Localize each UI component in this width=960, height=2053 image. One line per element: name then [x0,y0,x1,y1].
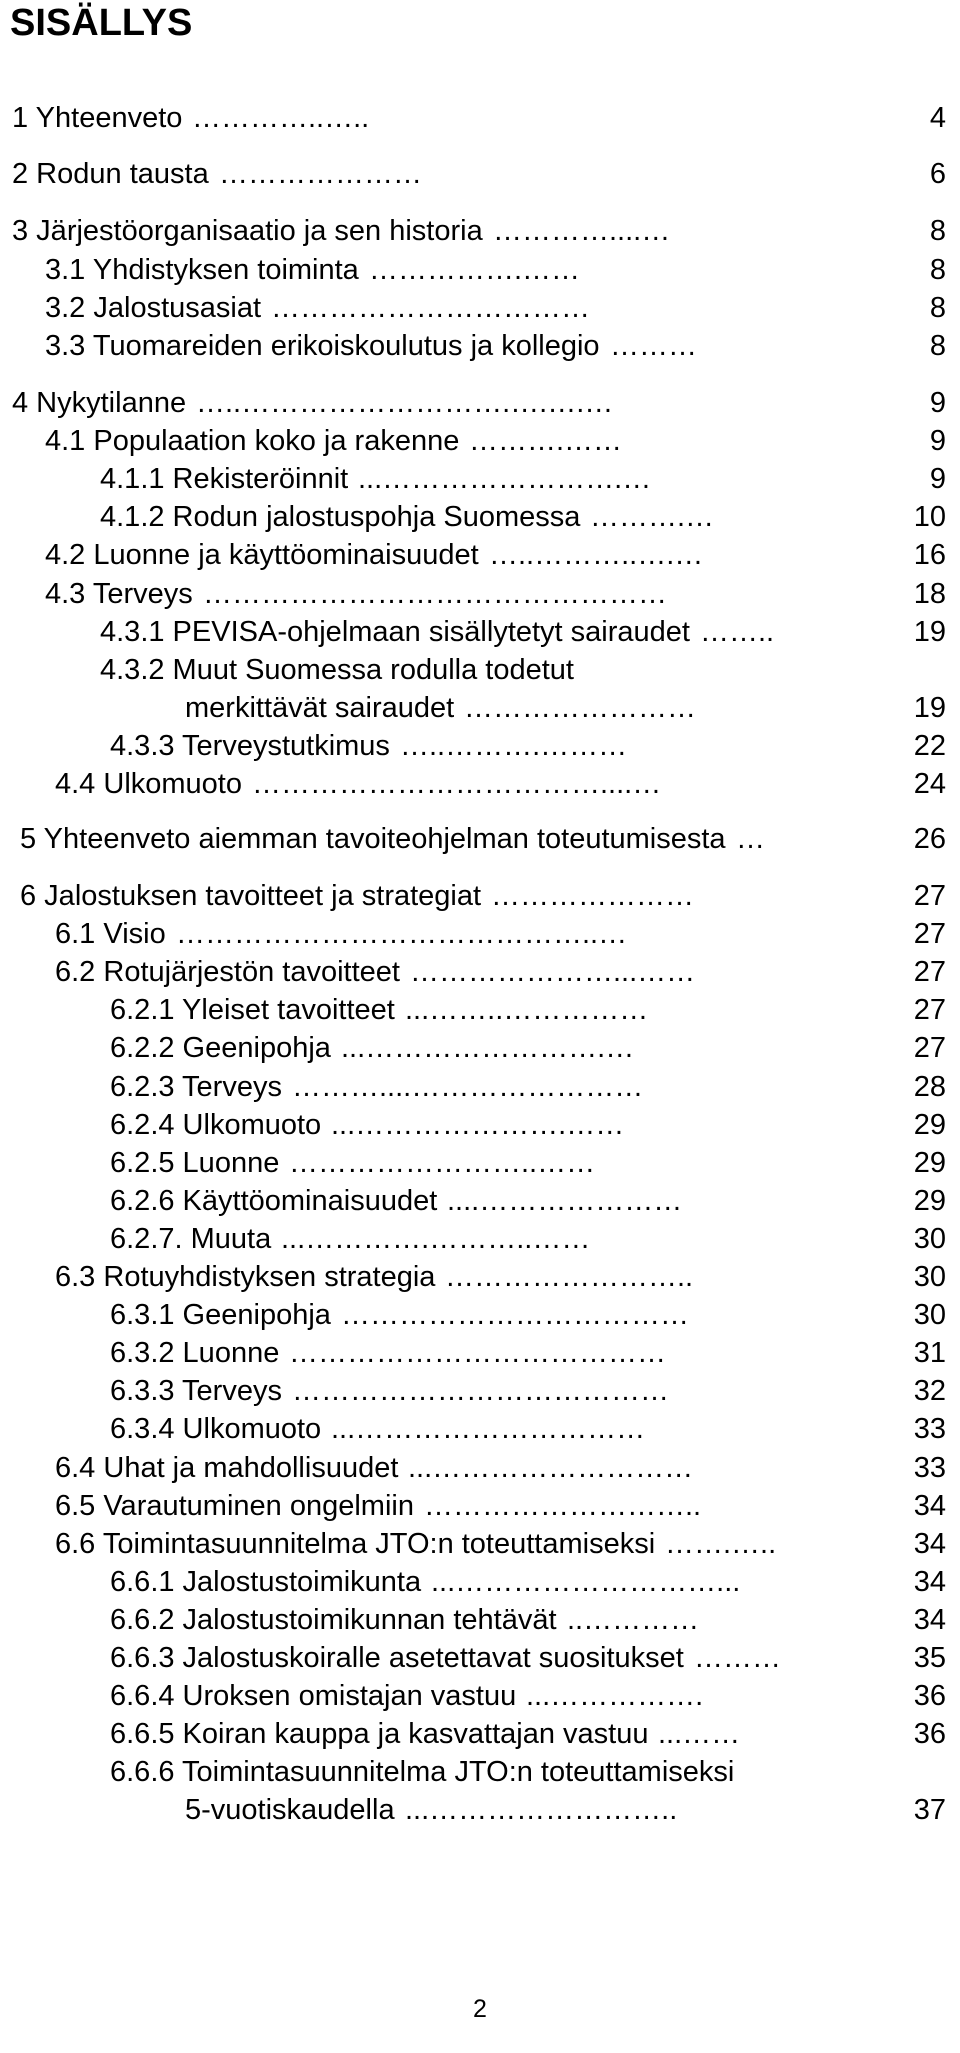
toc-entry-page: 19 [913,692,946,724]
toc-entry-page: 24 [913,768,946,800]
toc-entry-leader: …………..….. [192,102,370,134]
toc-entry-label: 6.3.3 Terveys [110,1375,282,1407]
toc-entry-leader: …..……………………….….….… [196,387,614,419]
toc-entry-label: 3.2 Jalostusasiat [45,292,262,324]
toc-entry-leader: ...………….………..…… [281,1223,591,1255]
toc-entry [0,535,960,575]
toc-entry-leader: ...…… [658,1718,741,1750]
toc-entry-page: 22 [913,730,946,762]
toc-entry [0,1600,960,1640]
toc-entry-label: 6.6.4 Uroksen omistajan vastuu [110,1680,517,1712]
toc-entry [0,1790,960,1830]
toc-entry-page: 34 [913,1490,946,1522]
toc-entry-label: 4.4 Ulkomuoto [55,768,242,800]
toc-entry-page: 10 [913,501,946,533]
toc-entry-page: 36 [913,1680,946,1712]
toc-entry-label: 4.3.1 PEVISA-ohjelmaan sisällytetyt sairaudet [100,616,690,648]
toc-entry [0,1409,960,1449]
toc-entry-leader: ………………… [219,158,422,190]
toc-entry [0,1676,960,1716]
toc-entry-leader: …………………….. [445,1261,694,1293]
toc-entry-leader: ………………………………....… [252,768,662,800]
toc-entry [0,1333,960,1373]
toc-entry-leader: ...……………. [526,1680,704,1712]
toc-entry-label: 6.6.1 Jalostustoimikunta [110,1566,422,1598]
toc-entry-leader: ...…………………….. [405,1794,678,1826]
toc-entry-page: 29 [913,1109,946,1141]
toc-entry-page: 19 [913,616,946,648]
toc-entry-leader: ...……..…………… [405,994,649,1026]
toc-entry-page: 33 [913,1413,946,1445]
toc-entry [0,1524,960,1564]
toc-entry-leader: … [736,823,765,855]
toc-entry [0,211,960,251]
toc-entry-leader: ……………………..…… [289,1147,596,1179]
toc-entry [0,459,960,499]
toc-entry [0,1219,960,1259]
toc-entry-page: 8 [929,330,946,362]
toc-entry [0,1486,960,1526]
toc-entry-leader: …………….…… [369,254,581,286]
toc-entry-label: 4 Nykytilanne [12,387,187,419]
toc-entry [0,250,960,290]
toc-entry-label: 6.3.4 Ulkomuoto [110,1413,322,1445]
toc-entry [0,819,960,859]
toc-entry-page: 33 [913,1452,946,1484]
toc-entry-leader: …..……….……… [400,730,628,762]
toc-entry-label: 6.2.4 Ulkomuoto [110,1109,322,1141]
toc-entry-label: 4.3 Terveys [45,578,193,610]
toc-entry [0,688,960,728]
toc-entry-label: 6.6.5 Koiran kauppa ja kasvattajan vastuu [110,1718,649,1750]
toc-entry-label: 6.2.3 Terveys [110,1071,282,1103]
toc-entry-page: 27 [913,1032,946,1064]
toc-entry-page: 9 [929,425,946,457]
toc-entry-label: 6.5 Varautuminen ongelmiin [55,1490,414,1522]
toc-entry [0,1371,960,1411]
toc-entry-leader: ……………………….. [424,1490,702,1522]
toc-entry-leader: ……………………………………..… [176,918,628,950]
toc-entry-page: 34 [913,1566,946,1598]
toc-entry-leader: ……… [610,330,697,362]
toc-entry-label: 6.2.2 Geenipohja [110,1032,331,1064]
toc-entry [0,726,960,766]
toc-entry [0,952,960,992]
toc-entry-page: 26 [913,823,946,855]
toc-entry [0,98,960,138]
toc-entry-leader: ………....…………………… [292,1071,644,1103]
toc-entry-label: 4.2 Luonne ja käyttöominaisuudet [45,539,479,571]
toc-entry [0,1067,960,1107]
toc-entry-label: 6.1 Visio [55,918,166,950]
toc-entry-label: 5-vuotiskaudella [185,1794,395,1826]
toc-entry [0,326,960,366]
toc-entry [0,650,960,690]
toc-entry-label: merkittävät sairaudet [185,692,455,724]
toc-entry-page: 9 [929,463,946,495]
toc-entry-label: 6.6.3 Jalostuskoiralle asetettavat suositukset [110,1642,684,1674]
toc-entry-page: 29 [913,1185,946,1217]
toc-entry-leader: ...…………………….… [358,463,652,495]
toc-entry [0,876,960,916]
toc-entry-page: 18 [913,578,946,610]
toc-entry-leader: …….. [700,616,775,648]
toc-entry-page: 28 [913,1071,946,1103]
toc-entry-page: 31 [913,1337,946,1369]
toc-entry-label: 6.6.6 Toimintasuunnitelma JTO:n toteuttamiseksi [110,1756,735,1788]
toc-entry-label: 6.2.6 Käyttöominaisuudet [110,1185,438,1217]
toc-entry-label: 4.3.2 Muut Suomessa rodulla todetut [100,654,574,686]
toc-entry-leader: ....………………… [447,1185,683,1217]
toc-entry [0,1638,960,1678]
toc-entry [0,1257,960,1297]
toc-entry-label: 6.6 Toimintasuunnitelma JTO:n toteuttamiseksi [55,1528,656,1560]
toc-entry-page: 30 [913,1299,946,1331]
toc-entry-leader: …………………...…… [410,956,696,988]
toc-entry-label: 6.2.5 Luonne [110,1147,280,1179]
toc-entry-leader: …………………… [464,692,696,724]
toc-entry-label: 2 Rodun tausta [12,158,209,190]
toc-entry-leader: ...…………………….… [341,1032,635,1064]
toc-entry [0,421,960,461]
toc-entry-page: 27 [913,918,946,950]
toc-entry-label: 6.4 Uhat ja mahdollisuudet [55,1452,399,1484]
toc-entry [0,574,960,614]
toc-entry [0,1562,960,1602]
toc-entry-label: 6 Jalostuksen tavoitteet ja strategiat [20,880,482,912]
toc-entry [0,1105,960,1145]
toc-entry-leader: ...……………………… [408,1452,694,1484]
toc-entry-page: 37 [913,1794,946,1826]
toc-entry-leader: ……………………………… [341,1299,689,1331]
toc-entry-leader: ...………………………… [331,1413,646,1445]
toc-entry-leader: ………………………………… [289,1337,666,1369]
toc-entry-label: 5 Yhteenveto aiemman tavoiteohjelman toteutumisesta [20,823,726,855]
page-title: SISÄLLYS [10,2,193,44]
toc-entry-leader: ...………………………... [431,1566,741,1598]
toc-entry-page: 8 [929,292,946,324]
toc-entry-label: 6.2 Rotujärjestön tavoitteet [55,956,400,988]
toc-entry-page: 30 [913,1223,946,1255]
toc-entry-page: 27 [913,880,946,912]
toc-entry-label: 4.1.1 Rekisteröinnit [100,463,349,495]
toc-entry-page: 29 [913,1147,946,1179]
toc-entry-label: 3.3 Tuomareiden erikoiskoulutus ja kollegio [45,330,600,362]
toc-entry [0,764,960,804]
toc-entry [0,1752,960,1792]
toc-entry-page: 30 [913,1261,946,1293]
toc-entry-page: 35 [913,1642,946,1674]
toc-entry-leader: ……….… [590,501,715,533]
toc-entry-label: 4.3.3 Terveystutkimus [110,730,390,762]
toc-entry [0,1181,960,1221]
toc-entry-label: 6.3.1 Geenipohja [110,1299,331,1331]
toc-entry-leader: ……….…… [469,425,623,457]
toc-entry-label: 6.6.2 Jalostustoimikunnan tehtävät [110,1604,557,1636]
toc-entry-leader: ..………… [567,1604,700,1636]
toc-entry-leader: …………………………… [271,292,590,324]
toc-entry-page: 34 [913,1528,946,1560]
toc-entry [0,1448,960,1488]
toc-entry-leader: ………………………………… [292,1375,669,1407]
toc-entry [0,288,960,328]
page-number: 2 [473,1995,487,2023]
toc-entry [0,1295,960,1335]
toc-entry-label: 6.3.2 Luonne [110,1337,280,1369]
toc-entry [0,1714,960,1754]
toc-entry-page: 36 [913,1718,946,1750]
toc-entry [0,497,960,537]
toc-entry [0,612,960,652]
toc-entry-leader: ………………… [491,880,694,912]
toc-entry-page: 8 [929,254,946,286]
toc-entry-label: 6.2.1 Yleiset tavoitteet [110,994,395,1026]
toc-entry [0,914,960,954]
toc-entry [0,990,960,1030]
toc-entry-label: 1 Yhteenveto [12,102,183,134]
toc-entry-leader: …………....… [493,215,671,247]
toc-entry-leader: ……… [694,1642,781,1674]
toc-entry-page: 9 [929,387,946,419]
toc-entry-label: 4.1.2 Rodun jalostuspohja Suomessa [100,501,581,533]
toc-entry-page: 34 [913,1604,946,1636]
toc-entry-page: 8 [929,215,946,247]
toc-entry-label: 3 Järjestöorganisaatio ja sen historia [12,215,483,247]
toc-entry-page: 27 [913,994,946,1026]
toc-entry [0,383,960,423]
toc-entry-page: 32 [913,1375,946,1407]
toc-entry-label: 6.2.7. Muuta [110,1223,272,1255]
toc-entry-leader: …..………..….… [489,539,704,571]
toc-entry-leader: ………………………………………… [203,578,667,610]
toc-entry [0,1028,960,1068]
toc-entry-label: 3.1 Yhdistyksen toiminta [45,254,359,286]
toc-entry [0,1143,960,1183]
toc-entry-label: 4.1 Populaation koko ja rakenne [45,425,460,457]
toc-entry-page: 16 [913,539,946,571]
toc-entry-leader: …….….. [665,1528,777,1560]
toc-entry-page: 6 [929,158,946,190]
toc-entry-page: 4 [929,102,946,134]
toc-entry-page: 27 [913,956,946,988]
toc-entry [0,154,960,194]
toc-entry-leader: ...………………….…… [331,1109,625,1141]
toc-entry-label: 6.3 Rotuyhdistyksen strategia [55,1261,436,1293]
